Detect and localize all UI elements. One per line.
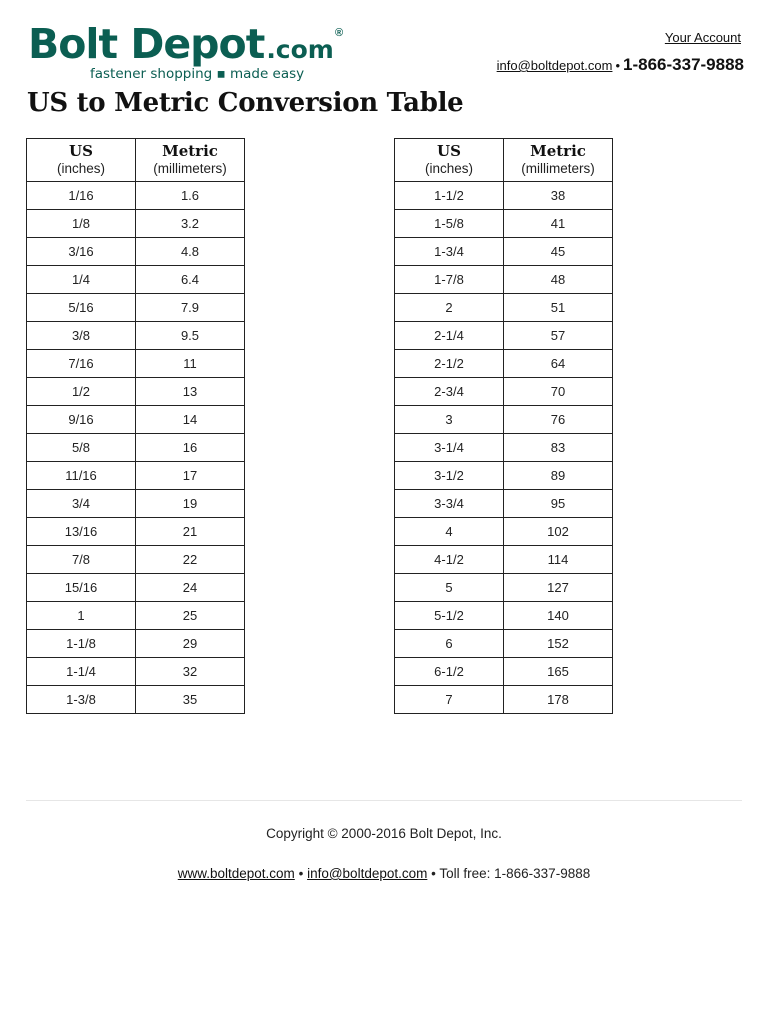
table-row <box>395 546 613 574</box>
metric-mm-cell: 114 <box>504 546 613 574</box>
us-inches-cell: 1-7/8 <box>395 266 504 294</box>
your-account-link[interactable]: Your Account <box>664 30 741 45</box>
us-inches-cell: 1-5/8 <box>395 210 504 238</box>
header-phone: 1-866-337-9888 <box>623 55 744 74</box>
table-row <box>27 462 245 490</box>
metric-unit-label: (millimeters) <box>153 161 227 176</box>
metric-mm-cell: 89 <box>504 462 613 490</box>
us-inches-cell: 5/16 <box>27 294 136 322</box>
header-contact <box>497 55 744 75</box>
us-inches-cell: 1-1/2 <box>395 182 504 210</box>
us-inches-cell: 1-1/4 <box>27 658 136 686</box>
table-row <box>27 518 245 546</box>
metric-mm-cell: 102 <box>504 518 613 546</box>
us-inches-cell: 3 <box>395 406 504 434</box>
metric-mm-cell: 57 <box>504 322 613 350</box>
us-inches-cell: 1-3/4 <box>395 238 504 266</box>
us-inches-cell: 2-1/4 <box>395 322 504 350</box>
table-row <box>27 350 245 378</box>
metric-mm-cell: 17 <box>136 462 245 490</box>
metric-header-label: Metric <box>162 142 218 160</box>
us-inches-cell: 15/16 <box>27 574 136 602</box>
table-header-row <box>395 139 613 182</box>
footer-website-link[interactable]: www.boltdepot.com <box>177 866 295 881</box>
metric-mm-cell: 1.6 <box>136 182 245 210</box>
table-row <box>27 546 245 574</box>
bolt-depot-logo[interactable] <box>28 20 388 84</box>
us-inches-cell: 7/8 <box>27 546 136 574</box>
us-header-label: US <box>69 142 93 160</box>
us-unit-label: (inches) <box>424 161 473 176</box>
table-row <box>27 686 245 714</box>
table-row <box>395 322 613 350</box>
header-email-link[interactable]: info@boltdepot.com <box>496 58 613 73</box>
table-row <box>395 602 613 630</box>
table-row <box>27 658 245 686</box>
conversion-table-right <box>394 138 613 714</box>
us-inches-cell: 5/8 <box>27 434 136 462</box>
table-row <box>395 294 613 322</box>
table-row <box>27 182 245 210</box>
footer-separator: • <box>431 866 436 881</box>
metric-mm-cell: 32 <box>136 658 245 686</box>
metric-mm-cell: 51 <box>504 294 613 322</box>
table-row <box>395 658 613 686</box>
metric-mm-cell: 22 <box>136 546 245 574</box>
metric-mm-cell: 19 <box>136 490 245 518</box>
metric-mm-cell: 11 <box>136 350 245 378</box>
metric-mm-cell: 35 <box>136 686 245 714</box>
us-inches-cell: 3-1/2 <box>395 462 504 490</box>
metric-mm-cell: 16 <box>136 434 245 462</box>
metric-mm-cell: 7.9 <box>136 294 245 322</box>
metric-mm-cell: 24 <box>136 574 245 602</box>
logo-tagline: fastener shopping ▪ made easy <box>90 66 305 82</box>
metric-mm-cell: 178 <box>504 686 613 714</box>
us-unit-label: (inches) <box>56 161 105 176</box>
us-inches-cell: 1-3/8 <box>27 686 136 714</box>
metric-mm-cell: 83 <box>504 434 613 462</box>
table-row <box>27 434 245 462</box>
table-row <box>395 518 613 546</box>
metric-header-label: Metric <box>530 142 586 160</box>
table-row <box>27 210 245 238</box>
us-inches-cell: 4-1/2 <box>395 546 504 574</box>
table-row <box>395 490 613 518</box>
table-row <box>27 574 245 602</box>
table-row <box>27 238 245 266</box>
metric-mm-cell: 127 <box>504 574 613 602</box>
us-header-label: US <box>437 142 461 160</box>
us-inches-cell: 1 <box>27 602 136 630</box>
metric-mm-cell: 152 <box>504 630 613 658</box>
metric-mm-cell: 4.8 <box>136 238 245 266</box>
table-row <box>395 238 613 266</box>
left-table-body <box>27 182 245 714</box>
header-separator: • <box>615 58 621 73</box>
metric-column-header <box>504 139 613 182</box>
footer-tollfree: Toll free: 1-866-337-9888 <box>439 866 591 881</box>
metric-mm-cell: 38 <box>504 182 613 210</box>
us-inches-cell: 2 <box>395 294 504 322</box>
page-title: US to Metric Conversion Table <box>27 88 464 118</box>
us-inches-cell: 11/16 <box>27 462 136 490</box>
table-row <box>395 434 613 462</box>
us-inches-cell: 2-3/4 <box>395 378 504 406</box>
us-inches-cell: 2-1/2 <box>395 350 504 378</box>
table-row <box>395 266 613 294</box>
table-row <box>27 406 245 434</box>
metric-mm-cell: 14 <box>136 406 245 434</box>
footer-separator: • <box>298 866 304 881</box>
metric-unit-label: (millimeters) <box>521 161 595 176</box>
us-inches-cell: 13/16 <box>27 518 136 546</box>
metric-mm-cell: 165 <box>504 658 613 686</box>
table-row <box>395 686 613 714</box>
logo-main-text: Bolt Depot <box>28 20 265 68</box>
footer-email-link[interactable]: info@boltdepot.com <box>307 866 428 881</box>
copyright-text: Copyright © 2000-2016 Bolt Depot, Inc. <box>266 826 502 841</box>
metric-mm-cell: 76 <box>504 406 613 434</box>
logo-suffix: .com <box>266 35 334 64</box>
table-row <box>395 210 613 238</box>
us-inches-cell: 5-1/2 <box>395 602 504 630</box>
logo-wordmark <box>28 20 334 68</box>
table-row <box>27 266 245 294</box>
table-row <box>27 378 245 406</box>
table-row <box>395 630 613 658</box>
table-row <box>395 406 613 434</box>
us-inches-cell: 6 <box>395 630 504 658</box>
table-row <box>27 630 245 658</box>
us-inches-cell: 1/4 <box>27 266 136 294</box>
us-inches-cell: 3/4 <box>27 490 136 518</box>
metric-mm-cell: 45 <box>504 238 613 266</box>
metric-mm-cell: 48 <box>504 266 613 294</box>
table-row <box>27 602 245 630</box>
right-table-body <box>395 182 613 714</box>
metric-mm-cell: 6.4 <box>136 266 245 294</box>
table-row <box>27 322 245 350</box>
footer-divider <box>26 800 742 801</box>
table-row <box>395 378 613 406</box>
us-inches-cell: 7/16 <box>27 350 136 378</box>
metric-mm-cell: 21 <box>136 518 245 546</box>
metric-mm-cell: 64 <box>504 350 613 378</box>
footer-links <box>0 866 768 881</box>
table-row <box>395 350 613 378</box>
metric-column-header <box>136 139 245 182</box>
us-inches-cell: 3-1/4 <box>395 434 504 462</box>
conversion-table-left <box>26 138 245 714</box>
us-inches-cell: 3-3/4 <box>395 490 504 518</box>
us-inches-cell: 3/8 <box>27 322 136 350</box>
us-column-header <box>395 139 504 182</box>
us-inches-cell: 3/16 <box>27 238 136 266</box>
us-inches-cell: 7 <box>395 686 504 714</box>
table-row <box>395 462 613 490</box>
us-column-header <box>27 139 136 182</box>
table-row <box>27 490 245 518</box>
metric-mm-cell: 70 <box>504 378 613 406</box>
us-inches-cell: 1/8 <box>27 210 136 238</box>
metric-mm-cell: 41 <box>504 210 613 238</box>
us-inches-cell: 6-1/2 <box>395 658 504 686</box>
metric-mm-cell: 25 <box>136 602 245 630</box>
metric-mm-cell: 13 <box>136 378 245 406</box>
metric-mm-cell: 29 <box>136 630 245 658</box>
table-row <box>27 294 245 322</box>
us-inches-cell: 1/16 <box>27 182 136 210</box>
metric-mm-cell: 140 <box>504 602 613 630</box>
table-row <box>395 182 613 210</box>
us-inches-cell: 9/16 <box>27 406 136 434</box>
metric-mm-cell: 95 <box>504 490 613 518</box>
registered-mark: ® <box>335 27 344 39</box>
us-inches-cell: 4 <box>395 518 504 546</box>
table-row <box>395 574 613 602</box>
us-inches-cell: 5 <box>395 574 504 602</box>
table-header-row <box>27 139 245 182</box>
metric-mm-cell: 3.2 <box>136 210 245 238</box>
us-inches-cell: 1/2 <box>27 378 136 406</box>
metric-mm-cell: 9.5 <box>136 322 245 350</box>
us-inches-cell: 1-1/8 <box>27 630 136 658</box>
